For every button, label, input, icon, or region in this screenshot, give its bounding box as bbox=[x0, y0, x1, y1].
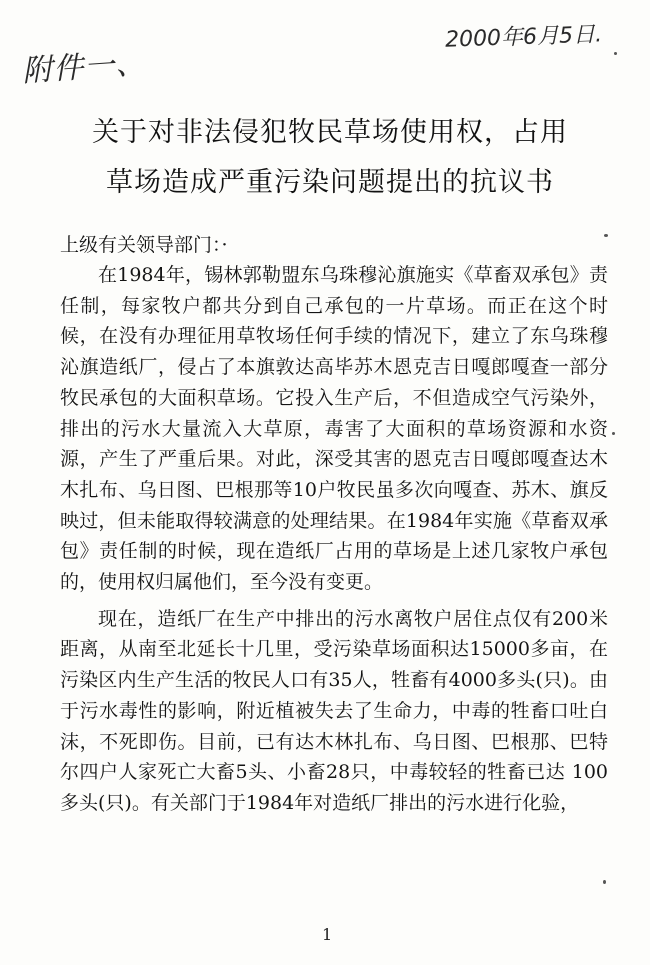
scan-speck bbox=[612, 432, 615, 435]
paragraph-2: 现在，造纸厂在生产中排出的污水离牧户居住点仅有200米距离，从南至北延长十几里，受污染草场面积达15000多亩，在污染区内生产生活的牧民人口有35人，牲畜有4000多头(只)。由于污水毒性的影响，附近植被失去了生命力，中毒的牲畜口吐白沫，不死即伤。目前，已有达木林扎布、乌日图、巴根那、巴特尔四户人家死亡大畜5头、小畜28只，中毒较轻的牲畜已达 100多头(只)。有关部门于1984年对造纸厂排出的污水进行化验， bbox=[60, 607, 608, 814]
title-line-2: 草场造成严重污染问题提出的抗议书 bbox=[106, 167, 554, 198]
paragraph-1: 在1984年，锡林郭勒盟东乌珠穆沁旗施实《草畜双承包》责任制，每家牧户都共分到自己承包的一片草场。而正在这个时候，在没有办理征用草牧场任何手续的情况下，建立了东乌珠穆沁旗造纸厂，侵占了本旗敦达高毕苏木恩克吉日嘎郎嘎查一部分牧民承包的大面积草场。它投入生产后，不但造成空气污染外，排出的污水大量流入大草原，毒害了大面积的草场资源和水资源，产生了严重后果。对此，深受其害的恩克吉日嘎郎嘎查达木木扎布、乌日图、巴根那等10户牧民虽多次向嘎查、苏木、旗反映过，但未能取得较满意的处理结果。在1984年实施《草畜双承包》责任制的时候，现在造纸厂占用的草场是上述几家牧户承包的，使用权归属他们，至今没有变更。 bbox=[60, 264, 608, 594]
page-number: 1 bbox=[322, 925, 333, 944]
scan-speck bbox=[614, 52, 617, 55]
title-line-1: 关于对非法侵犯牧民草场使用权，占用 bbox=[92, 117, 568, 148]
scan-speck bbox=[603, 880, 606, 884]
letter-body bbox=[60, 260, 608, 819]
document-title bbox=[40, 108, 620, 208]
salutation: 上级有关领导部门：· bbox=[60, 234, 228, 256]
handwritten-annotation: 附件一、 bbox=[21, 45, 148, 90]
scan-speck bbox=[604, 234, 608, 237]
handwritten-date: 2000年6月5日. bbox=[444, 22, 603, 53]
